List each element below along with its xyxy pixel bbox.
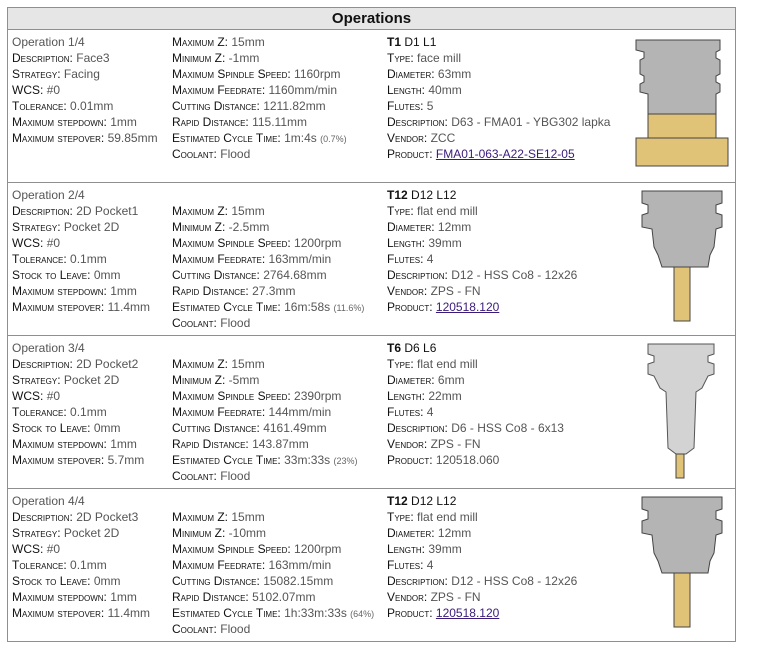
field-label: Minimum Z: bbox=[172, 526, 226, 540]
field-value: 1211.82mm bbox=[263, 99, 326, 113]
field-label: Product: bbox=[387, 606, 433, 620]
field-label: Description: bbox=[387, 421, 448, 435]
field-label: Cutting Distance: bbox=[172, 421, 260, 435]
end-mill-tool-icon bbox=[628, 489, 735, 641]
field-label: Maximum stepdown: bbox=[12, 284, 107, 298]
product-link[interactable]: 120518.120 bbox=[435, 300, 500, 314]
field-value: 2D Pocket1 bbox=[76, 204, 139, 218]
field-label: Flutes: bbox=[387, 252, 424, 266]
field-label: Maximum stepover: bbox=[12, 131, 105, 145]
field-value: 12mm bbox=[437, 526, 472, 540]
field-label: Vendor: bbox=[387, 590, 428, 604]
field-value: -1mm bbox=[228, 51, 260, 65]
field-value: ZPS - FN bbox=[430, 590, 481, 604]
field-label: Length: bbox=[387, 83, 426, 97]
field-label: Length: bbox=[387, 542, 426, 556]
field-label: Description: bbox=[387, 115, 448, 129]
field-label: Diameter: bbox=[387, 373, 435, 387]
field-value: flat end mill bbox=[417, 510, 478, 524]
field-label: Maximum stepdown: bbox=[12, 115, 107, 129]
field-value: 1m:4s bbox=[284, 131, 317, 145]
field-label: Flutes: bbox=[387, 558, 424, 572]
field-value: 1200rpm bbox=[294, 236, 342, 250]
field-label: Description: bbox=[12, 204, 73, 218]
field-label: Type: bbox=[387, 357, 414, 371]
end-mill-tool-icon bbox=[628, 183, 735, 335]
field-label: Strategy: bbox=[12, 67, 61, 81]
field-value: 1mm bbox=[110, 437, 137, 451]
field-value: Face3 bbox=[76, 51, 110, 65]
operations-header: Operations bbox=[8, 8, 735, 30]
field-label: Description: bbox=[12, 510, 73, 524]
field-label: Maximum Feedrate: bbox=[172, 252, 266, 266]
tool-number: T12 bbox=[387, 494, 408, 508]
field-label: Maximum stepover: bbox=[12, 453, 105, 467]
operation-row bbox=[8, 336, 735, 489]
field-label: Strategy: bbox=[12, 373, 61, 387]
field-value: 12mm bbox=[437, 220, 472, 234]
field-label: Description: bbox=[12, 51, 73, 65]
field-label: Tolerance: bbox=[12, 405, 67, 419]
field-value: 1160mm/min bbox=[268, 83, 337, 97]
field-value: 27.3mm bbox=[252, 284, 296, 298]
field-label: Product: bbox=[387, 300, 433, 314]
product-link[interactable]: FMA01-063-A22-SE12-05 bbox=[435, 147, 575, 161]
field-value: Facing bbox=[63, 67, 100, 81]
tool-info-column bbox=[387, 187, 627, 315]
field-value: 1mm bbox=[110, 590, 137, 604]
field-label: Type: bbox=[387, 204, 414, 218]
field-value: 0mm bbox=[93, 268, 121, 282]
field-value: 5 bbox=[426, 99, 434, 113]
field-label: Length: bbox=[387, 236, 426, 250]
field-value: 59.85mm bbox=[107, 131, 158, 145]
field-value: -5mm bbox=[228, 373, 260, 387]
field-label: Strategy: bbox=[12, 526, 61, 540]
operation-general-column bbox=[12, 34, 170, 146]
field-value: 2D Pocket2 bbox=[76, 357, 139, 371]
field-value: 1160rpm bbox=[294, 67, 341, 81]
field-label: Minimum Z: bbox=[172, 220, 226, 234]
operation-row bbox=[8, 489, 735, 641]
field-label: Maximum Spindle Speed: bbox=[172, 389, 291, 403]
tool-dl: D12 L12 bbox=[411, 188, 457, 202]
operation-title: Operation 2/4 bbox=[12, 188, 85, 202]
field-label: Diameter: bbox=[387, 526, 435, 540]
field-label: WCS: bbox=[12, 389, 44, 403]
end-mill-tool-icon bbox=[628, 336, 735, 488]
field-value: ZCC bbox=[430, 131, 456, 145]
field-label: WCS: bbox=[12, 83, 44, 97]
field-value: 4 bbox=[426, 558, 434, 572]
field-value: Pocket 2D bbox=[63, 220, 120, 234]
field-label: Coolant: bbox=[172, 147, 217, 161]
operation-parameters-column bbox=[172, 187, 387, 331]
field-label: Maximum Feedrate: bbox=[172, 83, 266, 97]
field-label: Product: bbox=[387, 147, 433, 161]
field-label: Maximum stepover: bbox=[12, 606, 105, 620]
tool-number: T12 bbox=[387, 188, 408, 202]
field-label: Coolant: bbox=[172, 469, 217, 483]
field-label: Maximum Z: bbox=[172, 35, 228, 49]
field-value: 63mm bbox=[437, 67, 472, 81]
field-value: 15mm bbox=[231, 357, 265, 371]
field-label: Vendor: bbox=[387, 131, 428, 145]
field-value: 4161.49mm bbox=[263, 421, 327, 435]
field-label: Tolerance: bbox=[12, 558, 67, 572]
field-label: Stock to Leave: bbox=[12, 574, 91, 588]
field-label: Vendor: bbox=[387, 437, 428, 451]
operation-title: Operation 1/4 bbox=[12, 35, 85, 49]
field-value: 115.11mm bbox=[252, 115, 308, 129]
field-value: 143.87mm bbox=[252, 437, 309, 451]
tool-dl: D6 L6 bbox=[404, 341, 437, 355]
field-value: ZPS - FN bbox=[430, 437, 481, 451]
field-label: Tolerance: bbox=[12, 252, 67, 266]
cycle-time-percent: (11.6%) bbox=[333, 303, 365, 313]
field-value: Pocket 2D bbox=[63, 526, 120, 540]
field-label: Flutes: bbox=[387, 99, 424, 113]
field-label: WCS: bbox=[12, 236, 44, 250]
tool-dl: D1 L1 bbox=[404, 35, 437, 49]
field-value: 1200rpm bbox=[294, 542, 342, 556]
field-label: Cutting Distance: bbox=[172, 99, 260, 113]
field-value: 163mm/min bbox=[268, 252, 332, 266]
field-label: Estimated Cycle Time: bbox=[172, 300, 281, 314]
field-value: ZPS - FN bbox=[430, 284, 481, 298]
field-label: Maximum Z: bbox=[172, 204, 228, 218]
operations-table bbox=[7, 7, 736, 642]
field-value: Flood bbox=[220, 147, 251, 161]
operation-row bbox=[8, 183, 735, 336]
field-value: Flood bbox=[220, 622, 251, 636]
field-label: Estimated Cycle Time: bbox=[172, 131, 281, 145]
field-label: Maximum Z: bbox=[172, 357, 228, 371]
field-label: WCS: bbox=[12, 542, 44, 556]
field-value: D6 - HSS Co8 - 6x13 bbox=[451, 421, 564, 435]
field-label: Type: bbox=[387, 510, 414, 524]
field-value: 2D Pocket3 bbox=[76, 510, 139, 524]
field-label: Strategy: bbox=[12, 220, 61, 234]
field-value: Flood bbox=[220, 469, 251, 483]
operation-row bbox=[8, 30, 735, 183]
field-value: D63 - FMA01 - YBG302 lapka bbox=[451, 115, 611, 129]
field-value: 39mm bbox=[428, 236, 462, 250]
field-value: 22mm bbox=[428, 389, 462, 403]
field-label: Rapid Distance: bbox=[172, 590, 249, 604]
operation-general-column bbox=[12, 340, 170, 468]
field-label: Estimated Cycle Time: bbox=[172, 606, 281, 620]
field-value: 0.01mm bbox=[70, 99, 114, 113]
field-label: Rapid Distance: bbox=[172, 437, 249, 451]
field-label: Product: bbox=[387, 453, 433, 467]
field-label: Rapid Distance: bbox=[172, 115, 249, 129]
field-value: D12 - HSS Co8 - 12x26 bbox=[451, 574, 578, 588]
field-label: Diameter: bbox=[387, 67, 435, 81]
cycle-time-percent: (0.7%) bbox=[320, 134, 347, 144]
field-label: Coolant: bbox=[172, 316, 217, 330]
field-label: Coolant: bbox=[172, 622, 217, 636]
field-value: 6mm bbox=[437, 373, 465, 387]
field-value: 33m:33s bbox=[284, 453, 331, 467]
field-value: 1h:33m:33s bbox=[284, 606, 347, 620]
product-value: 120518.060 bbox=[435, 453, 500, 467]
product-link[interactable]: 120518.120 bbox=[435, 606, 500, 620]
field-value: 5102.07mm bbox=[252, 590, 316, 604]
operation-title: Operation 3/4 bbox=[12, 341, 85, 355]
field-value: #0 bbox=[46, 542, 61, 556]
field-label: Description: bbox=[387, 574, 448, 588]
field-label: Minimum Z: bbox=[172, 373, 226, 387]
field-label: Maximum Feedrate: bbox=[172, 558, 266, 572]
field-value: #0 bbox=[46, 83, 61, 97]
field-label: Maximum Spindle Speed: bbox=[172, 67, 291, 81]
field-label: Rapid Distance: bbox=[172, 284, 249, 298]
field-label: Minimum Z: bbox=[172, 51, 226, 65]
operation-parameters-column bbox=[172, 493, 387, 637]
field-value: 0mm bbox=[93, 574, 121, 588]
field-label: Maximum stepdown: bbox=[12, 590, 107, 604]
field-value: D12 - HSS Co8 - 12x26 bbox=[451, 268, 578, 282]
field-value: #0 bbox=[46, 236, 61, 250]
field-value: 0mm bbox=[93, 421, 121, 435]
operation-title: Operation 4/4 bbox=[12, 494, 85, 508]
field-label: Type: bbox=[387, 51, 414, 65]
tool-info-column bbox=[387, 493, 627, 621]
field-value: 5.7mm bbox=[107, 453, 145, 467]
field-value: 144mm/min bbox=[268, 405, 332, 419]
field-value: 4 bbox=[426, 405, 434, 419]
field-value: -10mm bbox=[228, 526, 267, 540]
field-label: Flutes: bbox=[387, 405, 424, 419]
field-value: -2.5mm bbox=[228, 220, 270, 234]
field-value: #0 bbox=[46, 389, 61, 403]
field-label: Tolerance: bbox=[12, 99, 67, 113]
field-value: 0.1mm bbox=[70, 405, 107, 419]
tool-number: T1 bbox=[387, 35, 402, 49]
field-value: Flood bbox=[220, 316, 251, 330]
field-value: flat end mill bbox=[417, 357, 478, 371]
field-value: 40mm bbox=[428, 83, 462, 97]
tool-dl: D12 L12 bbox=[411, 494, 457, 508]
operation-parameters-column bbox=[172, 340, 387, 484]
field-label: Description: bbox=[12, 357, 73, 371]
field-value: 15mm bbox=[231, 204, 265, 218]
field-label: Stock to Leave: bbox=[12, 268, 91, 282]
field-value: flat end mill bbox=[417, 204, 478, 218]
field-value: 11.4mm bbox=[107, 606, 151, 620]
operation-parameters-column bbox=[172, 34, 387, 162]
field-value: 1mm bbox=[110, 115, 137, 129]
field-value: 15mm bbox=[231, 510, 265, 524]
field-value: 39mm bbox=[428, 542, 462, 556]
cycle-time-percent: (23%) bbox=[333, 456, 358, 466]
field-value: 11.4mm bbox=[107, 300, 151, 314]
field-label: Maximum stepdown: bbox=[12, 437, 107, 451]
field-label: Cutting Distance: bbox=[172, 574, 260, 588]
field-value: 16m:58s bbox=[284, 300, 331, 314]
field-label: Maximum Spindle Speed: bbox=[172, 236, 291, 250]
field-value: 2764.68mm bbox=[263, 268, 327, 282]
field-label: Maximum Feedrate: bbox=[172, 405, 266, 419]
operation-general-column bbox=[12, 187, 170, 315]
field-label: Vendor: bbox=[387, 284, 428, 298]
cycle-time-percent: (64%) bbox=[350, 609, 375, 619]
field-label: Maximum stepover: bbox=[12, 300, 105, 314]
field-label: Maximum Z: bbox=[172, 510, 228, 524]
field-label: Cutting Distance: bbox=[172, 268, 260, 282]
field-value: 0.1mm bbox=[70, 252, 107, 266]
field-value: face mill bbox=[417, 51, 462, 65]
operation-general-column bbox=[12, 493, 170, 621]
field-value: 163mm/min bbox=[268, 558, 332, 572]
field-value: 1mm bbox=[110, 284, 137, 298]
field-value: 0.1mm bbox=[70, 558, 107, 572]
tool-info-column bbox=[387, 340, 627, 468]
field-label: Description: bbox=[387, 268, 448, 282]
field-value: 2390rpm bbox=[294, 389, 342, 403]
field-label: Stock to Leave: bbox=[12, 421, 91, 435]
tool-info-column bbox=[387, 34, 627, 162]
field-value: 15082.15mm bbox=[263, 574, 334, 588]
tool-number: T6 bbox=[387, 341, 402, 355]
field-label: Diameter: bbox=[387, 220, 435, 234]
field-value: Pocket 2D bbox=[63, 373, 120, 387]
face-mill-tool-icon bbox=[628, 30, 735, 182]
field-label: Length: bbox=[387, 389, 426, 403]
field-value: 15mm bbox=[231, 35, 265, 49]
field-value: 4 bbox=[426, 252, 434, 266]
field-label: Maximum Spindle Speed: bbox=[172, 542, 291, 556]
field-label: Estimated Cycle Time: bbox=[172, 453, 281, 467]
